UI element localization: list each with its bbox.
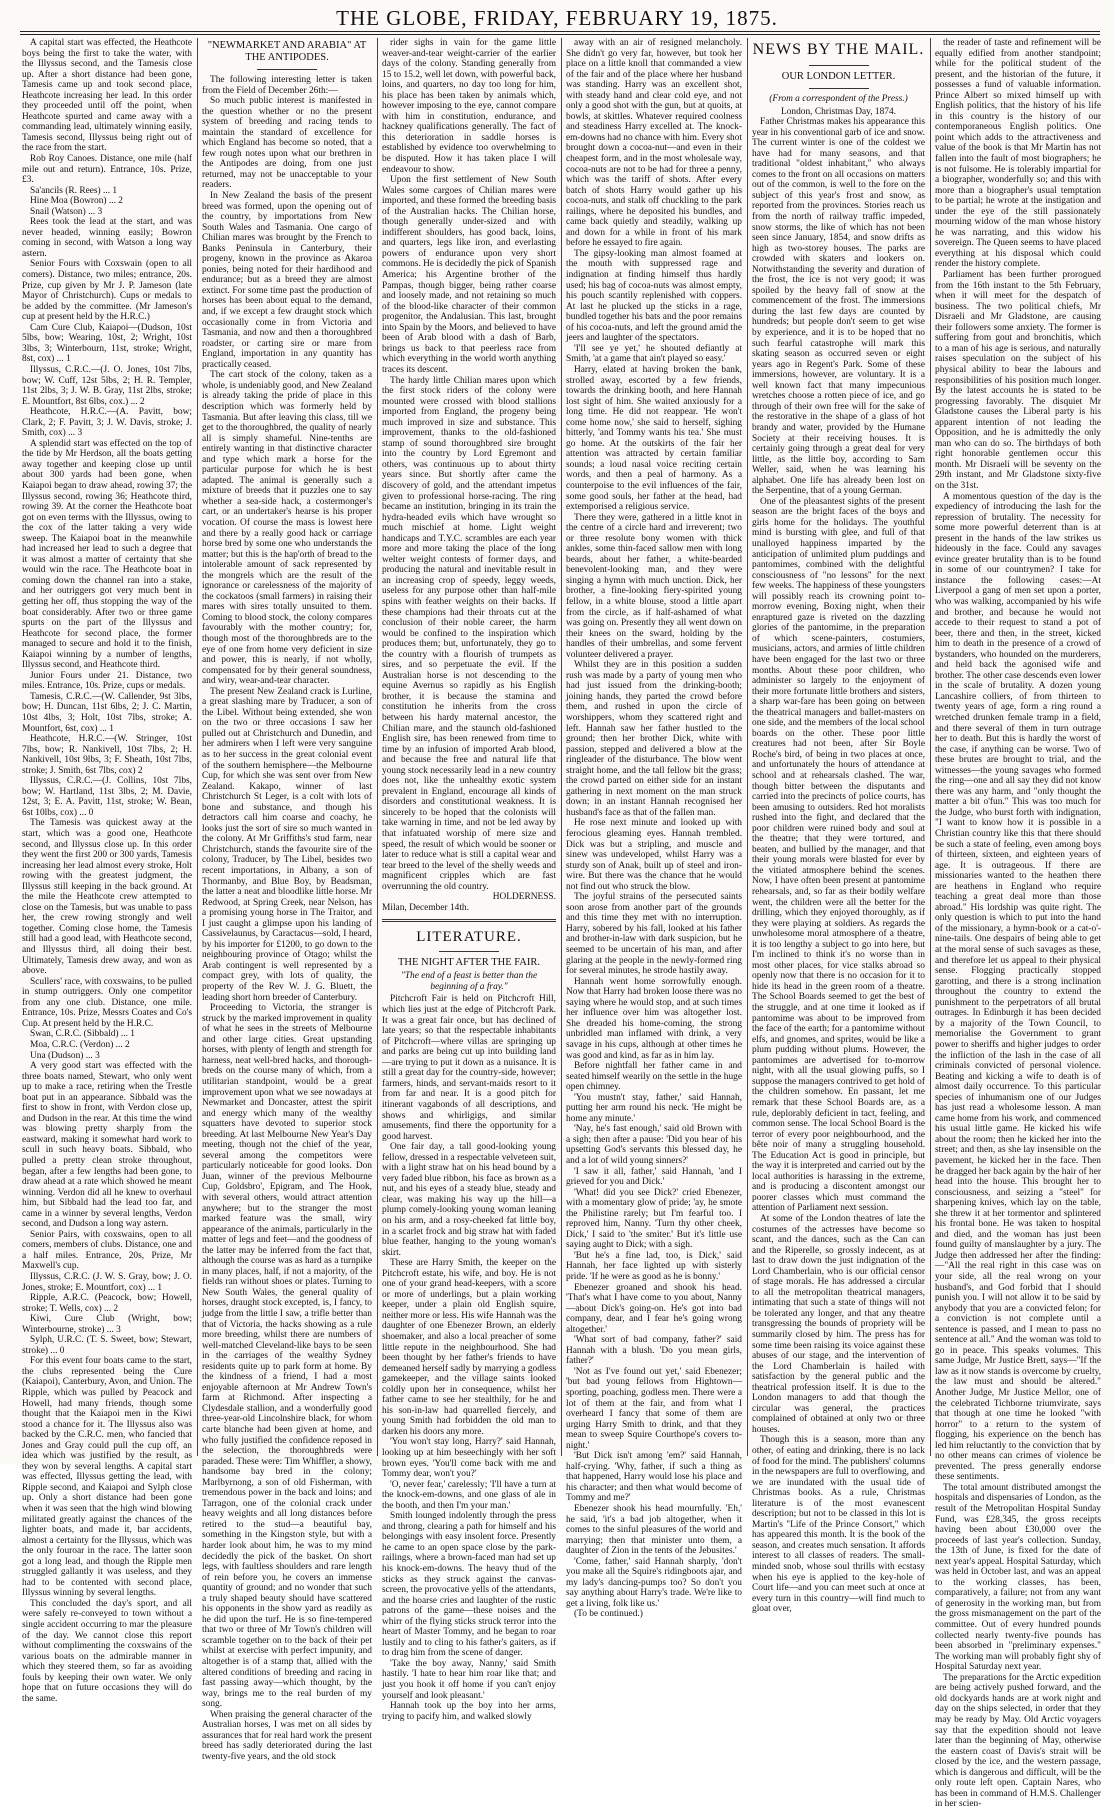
column-3-article-and-literature bbox=[382, 38, 556, 1722]
column-rule bbox=[747, 38, 748, 1456]
paragraph: rider sighs in vain for the game little weaver-and-tear weight-carrier of the earlier days of the colony. Standing generally from 15 to 15.2, well let down, with powerful back, loins, and quarters, no day too long for him, his place has been taken by animals which, however imposing to the eye, cannot compare with him in constitution, endurance, and hackney qualifications generally. The fact of this deterioration in saddle horses is established by evidence too overwhelming to be disputed. How it has taken place I will endeavour to show. bbox=[382, 38, 556, 175]
paragraph: When praising the general character of the Australian horses, I was met on all sides by assurances that for real hard work the present breed has sadly deteriorated during the last twenty-five years, and the old stock bbox=[202, 1709, 372, 1762]
story-title: THE NIGHT AFTER THE FAIR. bbox=[397, 957, 541, 969]
paragraph: Hine Moa (Bowron) ... 2 bbox=[30, 196, 123, 207]
paragraph: Though this is a season, more than any other, of eating and drinking, there is no lack of food for the mind. The publishers' columns in the newspapers are full to overflowing, and we are inundated with the usual tide of Christmas books. As a rule, Christmas literature is of the most evanescent description; but not to be classed in this lot is Martin's "Life of the Prince Consort," which has appeared this month. It is the book of the season, and creates much sensation. It affords interest to all classes of readers. The small-minded snob, whose soul thrills with ecstasy when his eye is applied to the key-hole of Court life—and you can meet such at once at every turn in this country—will find much to gloat over, bbox=[752, 1435, 925, 1615]
paragraph: Una (Dudson) ... 3 bbox=[30, 1050, 100, 1061]
paragraph: Kiwi, Cure Club (Wright, bow; Winterbourne, stroke) ... 3 bbox=[22, 1314, 192, 1335]
news-heading: NEWS BY THE MAIL. bbox=[752, 41, 925, 58]
paragraph: The Tamesis was quickest away at the start, which was a good one, Heathcote second, and Illyssus close up. In this order they went the first 200 or 300 yards, Tamesis increasing her lead almost every stroke, Holt rowing with the greatest judgment, the Illyssus still keeping in the back ground. At the mile the Heathcote crew attempted to close on the Tamesis, but was unable to pass her, the crew rowing strongly and well together. Coming close home, the Tamesis still had a good lead, with Heathcote second, and Illyssus third, all doing their best. Ultimately, Tamesis drew away, and won as above. bbox=[22, 818, 192, 977]
paragraph: 'Nay, he's fast enough,' said old Brown with a sigh; then after a pause: 'Did you hear of his upsetting God's servants this blessed day, he and a lot of wild young sinners?' bbox=[566, 1124, 742, 1166]
heading-rule bbox=[257, 69, 317, 70]
paragraph: Whilst they are in this position a sudden rush was made by a party of young men who had just issued from the drinking-booth; joining hands, they parted the crowd before them, and rushed in upon the circle of worshippers, whom they scattered right and left. Hannah saw her father hustled to the ground; then her brother Dick, white with passion, stepped and delivered a blow at the ringleader of the disturbance. The blow went straight home, and the tall fellow bit the grass; the crowd parted on either side for an instant gathering in next moment on the man struck down; in an instant Hannah recognised her husband's face as that of the fallen man. bbox=[566, 660, 742, 818]
paragraph: 'Not as I've found out yet,' said Ebenezer; 'but bad young fellows from Hightown—sporting, poaching, godless men. There were a lot of them at the fair, and from what I overheard I fancy that some of them are urging Harry Smith to drink, and that they mean to sweep Squire Courthope's covers to-night.' bbox=[566, 1366, 742, 1451]
paragraph: (To be continued.) bbox=[574, 1609, 643, 1620]
story-epigraph: "The end of a feast is better than the beginning of a fray." bbox=[400, 971, 538, 992]
article-dateline: Milan, December 14th. bbox=[382, 902, 469, 913]
paragraph: The preparations for the Arctic expedition are being actively pushed forward, and the old dockyards hands are at work night and day on the ships selected, in order that they may be ready by May. Old Arctic voyagers say that the expedition should not leave later than the beginning of May, otherwise the eastern coast of Davis's strait will be closed by the ice, and the western passage, which is dangerous and difficult, will be the only route left open. Captain Nares, who has been in command of H.M.S. Challenger in her scien- bbox=[935, 1672, 1101, 1810]
paragraph: 'O, never fear,' carelessly; 'I'll have a turn at the knock-em-downs, and one glass of ale in the booth, and then I'm your man.' bbox=[382, 1479, 556, 1511]
paragraph: The present New Zealand crack is Lurline, a great slashing mare by Traducer, a son of the Libel. Without being extended, she won on the two or three occasions I saw her pulled out at Christchurch and Dunedin, and her admirers when I left were very sanguine as to her success in the great colonial event of the southern hemisphere—the Melbourne Cup, for which she was sent over from New Zealand. Kakapo, winner of last Christchurch St Leger, is a colt with lots of bone and substance, and though his detractors call him coarse and coachy, he looks just the sort of sire so much wanted in the colony. At Mr Griffiths's stud farm, near Christchurch, stands the favourite sire of the colony, Traducer, by The Libel, besides two recent importations, in Albany, a son of Thormanby, and Blue Boy, by Beadsman, the latter a neat and bloodlike little horse. Mr Redwood, at Spring Creek, near Nelson, has a promising young horse in The Traitor, and I just caught a glimpse upon his landing of Cassivelaunus, by Caractacus—sold, I heard, by his importer for £1200, to go down to the neighbouring province of Otago; whilst the Arab contingent is well represented by a compact grey, with lots of quality, the property of the Rev W. J. G. Bluett, the leading short horn breeder of Canterbury. bbox=[202, 686, 372, 1003]
paragraph: 'But Dick isn't among 'em?' said Hannah, half-crying. 'Why, father, if such a thing as that happened, Harry would lose his place and his character; and then what would become of Tommy and me?' bbox=[566, 1451, 742, 1504]
article-signature: HOLDERNESS. bbox=[492, 892, 556, 903]
paragraph: 'What sort of bad company, father?' said Hannah with a blush. 'Do you mean girls, father?' bbox=[566, 1335, 742, 1367]
paragraph: Parliament has been further prorogued from the 16th instant to the 5th February, when it will meet for the despatch of business. The two political chiefs, Mr Disraeli and Mr Gladstone, are causing their followers some anxiety. The former is suffering from gout and bronchitis, which to a man of his age is serious, and naturally raises speculation on the subject of his physical ability to bear the labours and responsibilities of his position much longer. By the latest accounts he is stated to be progressing favorably. The disquiet Mr Gladstone causes the Liberal party is his apparent intention of not leading the Opposition, and he is admittedly the only man who can do so. The birthdays of both right honorable gentlemen occur this month. Mr Disraeli will be seventy on the 29th instant, and Mr Gladstone sixty-five on the 31st. bbox=[935, 270, 1101, 491]
paragraph: Illyssus, C.R.C.—(J. O. Jones, 10st 7lbs, bow; W. Cuff, 12st 5lbs, 2; H. R. Templer, 11st 2lbs, 3; J. W. B. Gray, 11st 2lbs, stroke; E. Mountfort, 8st 6lbs, cox.) ... 2 bbox=[22, 364, 192, 407]
paragraph: So much public interest is manifested in the question whether or no the present system of breeding and racing tends to maintain the standard of excellence for which England has become so noted, that a few rough notes upon what our brethren in the Antipodes are doing, from one just returned, may not be unacceptable to your readers. bbox=[202, 96, 372, 191]
column-3-text bbox=[382, 38, 556, 892]
paragraph: One of the pleasantest sights of the present season are the bright faces of the boys and girls home for the holidays. The youthful mind is bursting with glee, and full of that unalloyed happiness imparted by the anticipation of unlimited plum puddings and pantomimes, combined with the delightful consciousness of "no lessons" for the next few weeks. The happiness of these youngsters will possibly reach its crowning point to-morrow evening, Boxing night, when their enraptured gaze is riveted on the dazzling glories of the pantomime, in the preparation of which scene-painters, costumiers, musicians, actors, and armies of little children have been engaged for the last two or three months. About these poor children, who administer so largely to the enjoyment of their more fortunate little brothers and sisters, a sharp war-fare has been going on between the theatrical managers and ballet-masters on one side, and the members of the local school boards on the other. These poor little creatures had not been, after Sir Boyle Roche's bird, of being in two places at once, and unfortunately the hours of attendance at school and at rehearsals clashed. The war, though bitter between the disputants and carried into the precincts of police courts, has been amusing to outsiders. Red hot moralists rushed into the fight, and declared that the poor children were ruined body and soul at the theatre; that they were tortured, and beaten, and bullied by the manager, and that their young morals were blasted for ever by the vitiated atmosphere behind the scenes. Now, I have often been present at pantomime rehearsals, and, so far as their bodily welfare went, the children were all the better for the drilling, which they enjoyed thoroughly, as if they were playing at soldiers. As regards the unwholesome moral atmosphere of a theatre, it is too lengthy a subject to go into here, but I'm inclined to think it's no worse than in most other places, for vice stalks abroad so openly now that there is no occasion for it to hide its head in the green room of a theatre. The School Boards seemed to get the best of the struggle, and at one time it looked as if pantomime was about to be improved from the face of the earth; for a pantomime without elfs, and gnomes, and sprites, would be like a plum pudding without plums. However, the pantomimes are advertised for to-morrow night, with all the usual glowing puffs, so I suppose the managers contrived to get hold of the children somehow. En passant, let me remark that these School Boards are, as a rule, deplorably deficient in tact, feeling, and common sense. The local School Board is the terror of every poor neighbourhood, and the bête noir of many a struggling household. The Education Act is good in principle, but the way it is interpreted and carried out by the local authorities is harassing in the extreme, and is producing a discontent amongst our poorer classes which must command the attention of Parliament next session. bbox=[752, 496, 925, 1214]
paragraph: Ripple, A.R.C. (Peacock, bow; Howell, stroke; T. Wells, cox) ... 2 bbox=[22, 1293, 192, 1314]
column-6-text bbox=[935, 38, 1101, 1810]
paragraph: This concluded the day's sport, and all were safely re-conveyed to town without a single accident occurring to mar the pleasure of the day. We cannot close this report without complimenting the coxswains of the various boats on the admirable manner in which they steered them, so far as avoiding fouls by keeping their own water. We only hope that on future occasions they will do the same. bbox=[22, 1598, 192, 1704]
paragraph: Pitchcroft Fair is held on Pitchcroft Hill, which lies just at the edge of Pitchcroft Park. It was a great fair once, but has declined of late years; so that the respectable inhabitants of Pitchcroft—where villas are springing up and parks are being cut up into building land—are trying to put it down as a nuisance. It is still a great day for the country-side, however; farmers, hinds, and servant-maids resort to it from far and near. It is a good pitch for itinerant vagabonds of all descriptions, and shows and whirligigs, and similar amusements, find there the opportunity for a good harvest. bbox=[382, 994, 556, 1142]
paragraph: The following interesting letter is taken from the Field of December 26th:— bbox=[202, 75, 372, 96]
column-1-regatta-report bbox=[22, 38, 192, 1704]
paragraph: 'I saw it all, father,' said Hannah, 'and I grieved for you and Dick.' bbox=[566, 1166, 742, 1188]
column-4-story-continued bbox=[566, 38, 743, 1620]
paragraph: 'What! did you see Dick?' cried Ebenezer, with a momentary glow of pride; 'ay, he smote the Philistine rarely; but I'm fearful too. I reproved him, Nanny. 'Turn thy other cheek, Dick,' I said to 'the smiter.' But it's little use saying aught to Dick; with a sigh. bbox=[566, 1187, 742, 1251]
paragraph: Upon the first settlement of New South Wales some cargoes of Chilian mares were imported, and these formed the breeding basis of the Australian hacks. The Chilian horse, though generally under-sized and with indifferent shoulders, has good back, loins, and quarters, legs like iron, and everlasting powers of endurance upon very short commons. He is decidedly the pick of Spanish America; his Argentine brother of the Pampas, though bigger, being rather coarse and loosely made, and not retaining so much of the blood-like character of their common progenitor, the Andalusian. This last, brought into Spain by the Moors, and believed to have been of Arab blood with a dash of Barb, brings us back to that peerless race from which everything in the world worth anything traces its descent. bbox=[382, 175, 556, 375]
paragraph: Illyssus, C.R.C.—(J. Collins, 10st 7lbs, bow; W. Hartland, 11st 3lbs, 2; M. Davie, 12st, 3; E. A. Pavitt, 11st, stroke; W. Bean, 6st 10lbs, cox) ... 0 bbox=[22, 776, 192, 818]
paragraph: Before nightfall her father came in and seated himself wearily on the settle in the huge open chimney. bbox=[566, 1061, 742, 1093]
paragraph: 'You mustn't stay, father,' said Hannah, putting her arm round his neck. 'He might be home any minute.' bbox=[566, 1092, 742, 1124]
heading-rule bbox=[809, 65, 869, 66]
story-text bbox=[382, 994, 556, 1722]
column-2-text bbox=[202, 75, 372, 1763]
paragraph: Proceeding to Victoria, the stranger is struck by the marked improvement in quality of what he sees in the streets of Melbourne and other large cities. Great upstanding horses, with plenty of length and strength for harness, neat well-bred hacks, and thorough-breds on the course many of which, from a utilitarian standpoint, would be a great improvement upon what we see nowadays at Newmarket and Doncaster, attest the spirit and energy which many of the wealthy squatters have devoted to superior stock breeding. At last Melbourne New Year's Day meeting, though not the chief of the year, several among the competitors were particularly noticeable for good looks. Don Juan, winner of the previous Melbourne Cup, Goldsbro', Epigram, and The Hook, with several others, would attract attention anywhere; but to the stranger the most marked feature was the small, wiry appearance of the animals, particularly in the matter of legs and feet—and the goodness of the latter may be inferred from the fact that, although the course was as hard as a turnpike in many places, half, if not a majority, of the fields ran without shoes or plates. Turning to New South Wales, the general quality of horses, draught stock excepted, is, I fancy, to judge from the little I saw, a trifle better than that of Victoria, the hacks showing as a rule more breeding, whilst there are numbers of well-matched Cleveland-like bays to be seen in the carriages of the wealthy Sydney residents quite up to park form at home. By the kindness of a friend, I had a most enjoyable afternoon at Mr Andrew Town's farm at Richmond. After inspecting a Clydesdale stallion, and a wonderfully good three-year-old Lincolnshire black, for whom carte blanche had been given at home, and who fully justified the confidence reposed in the selection, the thoroughbreds were paraded. These were: Tim Whiffler, a showy, handsome bay bred in the colony; Marlbyrnong, a son of old Fisherman, with tremendous power in the back and loins; and Tarragon, one of the colonial crack under heavy weights and all long distances before retired to the stud—a beautiful bay, something in the Kingston style, but with a harder look about him, he was to my mind decidedly the pick of the basket. On short legs, with faultless shoulders and rare length of rein before you, he covers an immense quantity of ground; and no wonder that such a truly shaped beauty should have scattered his opponents in the show yard as readily as he did upon the turf. He is so fine-tempered that two or three of Mr Town's children will scramble together on to the back of their pet whilst at exercise with perfect impunity, and altogether is of a stamp that, allied with the altered conditions of breeding and racing in fast passing away—which thought, by the way, brings me to the real burden of my song. bbox=[202, 1003, 372, 1710]
paragraph: Sylph, U.R.C. (T. S. Sweet, bow; Stewart, stroke) ... 0 bbox=[22, 1335, 192, 1356]
section-rule bbox=[382, 919, 556, 922]
letter-heading: OUR LONDON LETTER. bbox=[781, 71, 896, 82]
heading-rule bbox=[439, 951, 499, 952]
paragraph: The joyful strains of the persecuted saints soon arose from another part of the grounds and this time they met with no interruption. Harry, sobered by his fall, looked at his father and brother-in-law with dark suspicion, but he seemed to be uncertain of his man, and after glaring at the people in the newly-formed ring for several minutes, he strode hastily away. bbox=[566, 892, 742, 977]
paragraph: Rob Roy Canoes. Distance, one mile (half mile out and return). Entrance, 10s. Prize, £3. bbox=[22, 154, 192, 186]
paragraph: These are Harry Smith, the keeper on the Pitchcroft estate, his wife, and boy. He is not one of your grand head-keepers, with a score or more of underlings, but a plain working keeper, under a plain old English squire, neither more or less. His wife Hannah was the daughter of one Ebenezer Brown, an elderly shoemaker, and also a local preacher of some little repute in the neighbourhood. She had been thought by her father's friends to have demeaned herself sadly by marrying a godless gamekeeper, and the village saints looked coldly upon her in consequence, whilst her father came to see her stealthily, for he and his son-in-law had quarrelled fiercely, and young Smith had forbidden the old man to darken his doors any more. bbox=[382, 1258, 556, 1437]
column-1-text bbox=[22, 38, 192, 1704]
heading-rule bbox=[809, 88, 869, 89]
paragraph: the reader of taste and refinement will be equally edified from another standpoint; while for the political student of the present, and the historian of the future, it possesses a fund of valuable information. Prince Albert so mixed himself up with English politics, that the history of his life in this country is the history of our contemporaneous English politics. One point which adds to the attractiveness and value of the book is that Mr Martin has not fallen into the fault of most biographers; he is not fulsome. He is tolerably impartial for a biographer, wonderfully so; and this with more than a biographer's usual temptation to be partial; he wrote at the instigation and under the eye of the still passionately mourning widow of the man whose history he was narrating, and this widow his sovereign. The Queen seems to have placed everything at his disposal which could render the history complete. bbox=[935, 38, 1101, 270]
paragraph: Heathcote, H.R.C.—(W. Stringer, 10st 7lbs, bow; R. Nankivell, 10st 7lbs, 2; H. Nankivell, 10st 9lbs, 3; F. Sheath, 10st 7lbs, stroke; J. Smith, 6st 7lbs, cox) 2 bbox=[22, 734, 192, 776]
paragraph: Father Christmas makes his appearance this year in his conventional garb of ice and snow. The current winter is one of the coldest we have had for many seasons, and that traditional "oldest inhabitant," who always comes to the front on all occasions on matters out of the common, is well to the fore on the subject of this year's frost and snow, as reported from the provinces. Stories reach us from the north of railway traffic impeded, snow storms, the like of which has not been seen since January, 1854, and snow drifts as high as two-storey houses. The parks are crowded with skaters and lookers on. Notwithstanding the severity and duration of the frost, the ice is not very good; it was spoiled by the heavy fall of snow at the commencement of the frost. The immersions during the last few days are counted by hundreds; but people don't seem to get wise by experience, and it is to be hoped that no such fearful catastrophe will mark this skating season as occurred seven or eight years ago in Regent's Park. Some of these immersions, however, are voluntary. It is a well known fact that many impecunious wretches choose a rotten piece of ice, and go through of their own free will for the sake of the restorative in the shape of a glass of hot brandy and water, provided by the Humane Society at their receiving houses. It is certainly going through a great deal for very little, as the little boy, according to Sam Weller, said, when he was learning his alphabet. One life has already been lost on the Serpentine, that of a young German. bbox=[752, 117, 925, 497]
paragraph: Scullers' race, with coxswains, to be pulled in stump outriggers. Only one competitor from any one club. Distance, one mile. Entrance, 10s. Prize, Messrs Coates and Co's Cup. At present held by the H.R.C. bbox=[22, 976, 192, 1029]
paragraph: There they were, gathered in a little knot in the centre of a circle hard and irreverent; two or three resolute bony women with thick ankles, some thin-faced sallow men with long beards, about her father, a white-bearded benevolent-looking man, and they were singing a hymn with much unction. Dick, her brother, a fine-looking fiery-spirited young fellow, in a white blouse, stood a little apart from the circle, as if half-ashamed of what was going on. Presently they all went down on their knees on the sward, holding by the handles of their umbrellas, and some fervent volunteer delivered a prayer. bbox=[566, 512, 742, 660]
paragraph: In New Zealand the basis of the present breed was formed, upon the opening out of the country, by importations from New South Wales and Tasmania. One cargo of Chilian mares was brought by the French to Banks Peninsula in Canterbury, their progeny, known in the province as Akaroa ponies, being noted for their hardihood and endurance; but as a breed they are almost extinct. For some time past the production of horses has been about equal to the demand, and, if we except a few draught stock which occasionally come in from Victoria and Tasmania, and now and then a thoroughbred roadster, or carting sire or mare from England, importation in any quantity has practically ceased. bbox=[202, 191, 372, 370]
column-4-text bbox=[566, 38, 742, 1620]
paragraph: 'Come, father,' said Hannah sharply, 'don't you make all the Squire's ridingboots ajar, and my lady's dancing-pumps too? So don't you say anything about Harry's trade. We're like to get a living, folk like us.' bbox=[566, 1556, 742, 1609]
column-5-news-by-mail bbox=[752, 38, 925, 1615]
paragraph: Illyssus, C.R.C. (J. W. S. Gray, bow; J. O. Jones, stroke; E. Mountfort, cox) ... 1 bbox=[22, 1271, 192, 1293]
paragraph: A very good start was effected with the three boats named, Stewart, who only went up to make a race, retiring when the Trestle boat put in an appearance. Sibbald was the first to show in front, with Verdon close up, and Dudson in the rear. At this time the wind was blowing pretty sharply from the eastward, making it somewhat hard work to scull in such heavy boats. Sibbald, who pulled a pretty clean stroke throughout, began, after a few lengths had been gone, to draw ahead at a rate which showed he meant winning. Verdon did all he knew to overhaul him, but Sibbald had the lead too far, and came in a winner by several lengths, Verdon second, and Dudson a long way astern. bbox=[22, 1061, 192, 1230]
paragraph: Smith lounged indolently through the press and throng, clearing a path for himself and his belongings with easy insolent force. Presently he came to an open space close by the park-railings, where a brown-faced man had set up his knock-em-downs. The heavy thud of the sticks as they struck against the canvas-screen, the provocative yells of the attendants, and the hoarse cries and laughter of the rustic patrons of the game—these noises and the whirr of the flying sticks struck terror into the heart of Master Tommy, and he began to roar lustily and to cling to his father's gaiters, as if to drag him from the scene of danger. bbox=[382, 1511, 556, 1659]
article-heading: "NEWMARKET AND ARABIA" AT THE ANTIPODES. bbox=[207, 40, 367, 63]
paragraph: At some of the London theatres of late the costumes of the actresses have become so scant, and the dances, such as the Can can and the Riperelle, so grossly indecent, as at last to draw down the just indignation of the Lord Chamberlain, who is our official censor of stage morals. He has addressed a circular to all the metropolitan theatrical managers, intimating that such a state of things will not be tolerated any longer, and that any theatre transgressing the bounds of propriety will be summarily closed by him. The press has for some time been raising its voice against these abuses of our stage, and the intervention of the Lord Chamberlain is hailed with satisfaction by the general public and the theatrical profession itself. It is due to the London managers to add that though the circular was general, the practices complained of obtained at only two or three houses. bbox=[752, 1213, 925, 1435]
paragraph: A capital start was effected, the Heathcote boys being the first to take the water, with the Illyssus second, and the Tamesis close up. After a short distance had been gone, Tamesis came up and took second place, Heathcote increasing her lead. In this order they proceeded until off the point, when Heathcote spurted and came away with a commanding lead, ultimately winning easily, Tamesis second, Illyssus being right out of the race from the start. bbox=[22, 38, 192, 154]
paragraph: Tamesis, C.R.C.—(W. Callender, 9st 3lbs, bow; H. Duncan, 11st 6lbs, 2; J. C. Martin, 10st 4lbs, 3; Holt, 10st 7lbs, stroke; A. Mountfort, 6st, cox) ... 1 bbox=[22, 691, 192, 734]
column-2-newmarket-article bbox=[202, 38, 372, 1762]
paragraph: Cam Cure Club, Kaiapoi—(Dudson, 10st 5lbs, bow; Wearing, 10st, 2; Wright, 10st 3lbs, 3; Winterbourn, 11st, stroke; Wright, 8st, cox) ... 1 bbox=[22, 322, 192, 365]
paragraph: Moa, C.R.C. (Verdon) ... 2 bbox=[30, 1039, 130, 1050]
paragraph: 'I'll see ye yet,' he shouted defiantly at Smith, 'at a game that ain't played so easy.' bbox=[566, 343, 742, 365]
paragraph: Senior Fours with Coxswain (open to all comers). Distance, two miles; entrance, 20s. Prize, cup given by Mr J. P. Jameson (late Mayor of Christchurch). Cups or medals to be added by the committee. (Mr Jameson's cup at present held by the H.R.C.) bbox=[22, 259, 192, 323]
paragraph: A splendid start was effected on the top of the tide by Mr Herdson, all the boats getting away together and keeping close up until about 300 yards had been gone, when Kaiapoi began to draw ahead, rowing 37; the Illyssus second, rowing 36; Heathcote third, rowing 39. At the corner the Heathcote boat got on even terms with the Illyssus, owing to the cox of the latter taking a very wide sweep. The Kaiapoi boat in the meanwhile had increased her lead to such a degree that it was almost a matter of certainty that she would win the race. The Heathcote boat in coming down the channel ran into a stake, and her outriggers got very much bent in getting her off, thus stopping the way of the boat considerably. After two or three game spurts on the part of the Illyssus and Heathcote for second place, the former managed to secure and hold it to the finish, Kaiapoi winning by a number of lengths, Illyssus second, and Heathcote third. bbox=[22, 438, 192, 671]
column-rule bbox=[377, 38, 378, 1456]
literature-heading: LITERATURE. bbox=[416, 929, 522, 946]
paragraph: Ebenezer groaned and shook his head. 'That's what I have come to you about, Nanny—about Dick's going-on. He's got into bad company, dear, and I fear he's going wrong altogether.' bbox=[566, 1282, 742, 1335]
paragraph: The gipsy-looking man almost foamed at the mouth with suppressed rage and indignation at finding himself thus hardly used; his bag of cocoa-nuts was almost empty, his pouch scantily replenished with coppers. At last he plucked up the sticks in a rage, bundled together his bats and the poor remains of his cocoa-nuts, and left the ground amid the jeers and laughter of the spectators. bbox=[566, 248, 742, 344]
paragraph: The total amount distributed amongst the hospitals and dispensaries of London, as the result of the Metropolitan Hospital Sunday Fund, was £28,345, the gross receipts having been about £30,000 over the proceeds of last year's collection. Sunday, the 13th of June, is fixed for the date of next year's appeal. Hospital Saturday, which was held in October last, and was an appeal to the working classes, has been, comparatively, a failure; not from any want of generosity in the working man, but from the gross mismanagement on the part of the committee. Out of every hundred pounds collected nearly twenty-five pounds has been absorbed in "preliminary expenses." The working man will probably fight shy of Hospital Saturday next year. bbox=[935, 1482, 1101, 1673]
letter-dateline: London, Christmas Day, 1874. bbox=[780, 106, 896, 117]
paragraph: 'Take the boy away, Nanny,' said Smith hastily. 'I hate to hear him roar like that; and just you hook it off home if you can't enjoy yourself and look pleasant.' bbox=[382, 1658, 556, 1701]
paragraph: He rose next minute and looked up with ferocious gleaming eyes. Hannah trembled. Dick was but a stripling, and muscle and sinew was undeveloped, whilst Harry was a sturdy son of Anak, built up of steel and iron-wire. But there was the chance that he would not find out who struck the blow. bbox=[566, 818, 742, 892]
paragraph: Harry, elated at having broken the bank, strolled away, escorted by a few friends, towards the drinking booth, and here Hannah lost sight of him. She waited anxiously for a long time. He did not reappear. 'He won't come home now,' she said to herself, sighing bitterly, 'and Tommy wants his tea.' She must go home. At the outskirts of the fair her attention was attracted by certain familiar sounds; a loud nasal voice reciting certain words, and then a peal of harmony. As a counterpoise to the evil influences of the fair, some good souls, her father at the head, had extemporised a religious service. bbox=[566, 364, 742, 513]
column-5-text bbox=[752, 117, 925, 1615]
column-rule bbox=[197, 38, 198, 1456]
paragraph: Junior Fours under 21. Distance, two miles. Entrance, 10s. Prize, cups or medals. bbox=[22, 670, 192, 692]
masthead: THE GLOBE, FRIDAY, FEBRUARY 19, 1875. bbox=[336, 6, 778, 30]
paragraph: Swan, C.R.C. (Sibbald) ... 1 bbox=[30, 1029, 135, 1040]
paragraph: Sa'ancils (R. Rees) ... 1 bbox=[30, 185, 118, 196]
paragraph: Rees took the lead at the start, and was never headed, winning easily; Bowron coming in second, with Watson a long way astern. bbox=[22, 217, 192, 259]
column-rule bbox=[561, 38, 562, 1456]
paragraph: Hannah took up the boy into her arms, trying to pacify him, and walked slowly bbox=[382, 1701, 556, 1722]
letter-byline: (From a correspondent of the Press.) bbox=[769, 94, 908, 104]
paragraph: Snail (Watson) ... 3 bbox=[30, 206, 103, 217]
column-rule bbox=[930, 38, 931, 1456]
paragraph: One fair day, a tall good-looking young fellow, dressed in a respectable velveteen suit, with a light straw hat on his head bound by a very faded blue ribbon, his face as brown as a nut, and his eyes of a steady blue, steady and clear, was making his way up the hill—a plump comely-looking young woman leaning on his arm, and a rosy-cheeked fat little boy, in a scarlet frock and big straw hat with faded blue feather, hanging to the young woman's skirt. bbox=[382, 1142, 556, 1258]
paragraph: A momentous question of the day is the expediency of introducing the lash for the repression of brutality. The necessity for some more powerful deterrent than is at present in the hands of the law strikes us hideously in the face. Could any savages evince greater brutality than is to be found in some of our countrymen? I take for instance the following cases:—At Liverpool a gang of men set upon a porter, who was walking, accompanied by his wife and brother, and because he would not accede to their request to stand a pot of beer, there and then, in the street, kicked him to death in the presence of a crowd of bystanders, who hounded on the murderers, and held back the agonised wife and brother. The other case descends even lower in the scale of brutality. A dozen young Lancashire colliers, of from thirteen to twenty years of age, form a ring round a wretched drunken female tramp in a field, and there several of them in turn outrage her to death. But this is hardly the worst of the case, if anything can be worse. Two of these brutes are brought to trial, and the witnesses—the young savages who formed the ring—one and all say they did not know there was any harm, and "only thought the matter a bit o'fun." This was too much for the Judge, who burst forth with indignation, "I want to know how it is possible in a Christian country like this that there should be such a state of feeling, even among boys of thirteen, sixteen, and eighteen years of age. It is outrageous. If there are missionaries wanted to the heathen there are heathens in England who require teaching a great deal more than those abroad." His lordship was quite right. The only question is which to put into the hand of the missionary, a hymn-book or a cat-o'-nine-tails. One despairs of being able to get at the moral sense of such savages as these, and therefore let us appeal to their physical sense. Flogging practically stopped garotting, and there is a strong inclination throughout the country to extend the punishment to the perpetrators of all brutal outrages. In Edinburgh it has been decided by a majority of the Town Council, to memorialise the Government to grant power to sheriffs and higher judges to order the infliction of the lash in the case of all criminals convicted of personal violence. Beating and kicking a wife to death is of almost daily occurrence. To this particular species of inhumanism one of our Judges has just read a wholesome lesson. A man came home from his work, and commenced his usual little game. He kicked his wife about the room; then he kicked her into the street; and then, as she lay insensible on the pavement, he kicked her in the face. Then he dragged her back again by the hair of her head into the house. This brought her to consciousness, and seizing a "steel" for sharpening knives, which lay on the table, she threw it at her tormentor and splintered his frontal bone. He was taken to hospital and died, and the woman has just been found guilty of manslaughter by a jury. The Judge then addressed her after the finding:—"All the real right in this case was on your side, all the real wrong on your husband's, and God forbid that I should punish you. I will not allow it to be said by anybody that you are a convicted felon; for a conviction is not complete until a sentence is passed, and I mean to pass no sentence at all." And the woman was told to go in peace. This speaks volumes. This same Judge, Mr Justice Brett, says—"If the law as it now stands is overcome by cruelty, the law must and should be altered." Another Judge, Mr Justice Mellor, one of the celebrated Tichborne triumvirate, says that though at one time he looked "with horror" to a return to the system of flogging, his experience on the bench has led him reluctantly to the conviction that by no other means can crimes of violence be prevented. The press generally endorse these sentiments. bbox=[935, 491, 1101, 1483]
paragraph: Senior Pairs, with coxswains, open to all comers, members of clubs. Distance, one and a half miles. Entrance, 20s, Prize, Mr Maxwell's cup. bbox=[22, 1229, 192, 1272]
paragraph: Ebenezer shook his head mournfully. 'Eh,' he said, 'it's a bad job altogether, when it comes to the sinful pleasures of the world and marrying; then that minister unto them, a daughter of Zion in the tents of the Jebusites.' bbox=[566, 1504, 742, 1557]
paragraph: For this event four boats came to the start, the clubs represented being the Cure (Kaiapoi), Canterbury, Avon, and Union. The Ripple, which was pulled by Peacock and Howell, had many friends, though some thought that the Kaiapoi men in the Kiwi stood a chance for it. The Illyssus also was backed by the C.R.C. men, who fancied that Jones and Gray could pull the cup off, an idea which was justified by the result, as they won by several lengths. A capital start was effected, Illyssus getting the lead, with Ripple second, and Kaiapoi and Sylph close up. Only a short distance had been gone when it was seen that the high wind blowing militated greatly against the chances of the lighter boats, and made it, bar accidents, almost a certainty for the Illyssus, which was the only fouroar in the race. The latter soon got a long lead, and though the Ripple men struggled gallantly it was useless, and they had to be contented with second place, Illyssus winning by several lengths. bbox=[22, 1356, 192, 1599]
masthead-rule-bottom bbox=[20, 34, 1100, 35]
paragraph: Hannah went home sorrowfully enough. Now that Harry had broken loose there was no saying where he would stop, and at such times her influence over him was altogether lost. She dreaded his home-coming, the strong unbridled man inflamed with drink, a very savage in his cups, although at other times he was good and kind, as far as in him lay. bbox=[566, 976, 742, 1061]
column-6-letter-continued bbox=[935, 38, 1101, 1810]
paragraph: 'But he's a fine lad, too, is Dick,' said Hannah, her face lighted up with sisterly pride. 'If he were as good as he is bonny.' bbox=[566, 1250, 742, 1282]
paragraph: The hardy little Chilian mares upon which the first stock riders of the colony were mounted were crossed with blood stallions imported from England, the progeny being much improved in size and substance. This improvement, thanks to the old-fashioned stamp of sound thoroughbred sire brought into the country by Lord Egremont and others, was continuous up to about thirty years since. But shortly after came the discovery of gold, and the attendant impetus given to professional horse-racing. The ring became an institution, bringing in its train the hydra-headed evils which have wrought so much mischief at home. Light weight handicaps and T.Y.C. scrambles are each year more and more taking the place of the long welter weight contests of former days, and producing the natural and inevitable result in an increasing crop of speedy, leggy weeds, useless for any purpose other than half-mile spins with feather weights on their backs. If these champions had their throats cut at the conclusion of their noble career, the harm would be confined to the inspiration which produces them; but, unfortunately, they go to the country with a flourish of trumpets as sires, and so perpetuate the evil. If the Australian horse is not descending to the equine Avernus so rapidly as his English brother, it is because the stamina and constitution he inherits from the cross between his hardy maternal ancestor, the Chilian mare, and the staunch old-fashioned English sire, has been renewed from time to time by an infusion of imported Arab blood, and because the free and natural life that young stock necessarily lead in a new country does not, like the unhealthy exotic system prevalent in England, encourage all kinds of disorders and constitutional weakness. It is sincerely to be hoped that the colonists will take warning in time, and not be led away by that infatuated worship of mere size and speed, the result of which would be sooner or later to reduce what is still a capital wear and tear breed to the level of the shelly weeds and magnificent cripples which are fast overrunning the old country. bbox=[382, 375, 556, 892]
paragraph: 'You won't stay long, Harry?' said Hannah, looking up at him beseechingly with her soft brown eyes. 'You'll come back with me and Tommy dear, won't you?' bbox=[382, 1437, 556, 1480]
paragraph: Heathcote, H.R.C.—(A. Pavitt, bow; Clark, 2; F. Pavitt, 3; J. W. Davis, stroke; J. Smith, cox) ... 3 bbox=[22, 407, 192, 439]
paragraph: The cart stock of the colony, taken as a whole, is undeniably good, and New Zealand is already taking the pride of place in this description which was formerly held by Tasmania. But after leaving this class, till we get to the thoroughbred, the quality of nearly all is simply shameful. Nine-tenths are entirely wanting in that distinctive character and type which mark a horse for the particular purpose for which he is best adapted. The animal is generally such a mixture of breeds that it puzzles one to say whether a sea-side hack, a costermonger's cart, or an undertaker's hearse is his proper vocation. Of course the mass is lowest here and there by a really good hack or carriage horse bred by some one who understands the matter; but this is the hap'orth of bread to the intolerable amount of sack represented by the mongrels which are the result of the ignorance or carelessness of the majority of the cockatoos (small farmers) in raising their mares with sires totally unsuited to them. Coming to blood stock, the colony compares favourably with the mother country; for, though most of the thoroughbreds are to the eye of one from home very deficient in size and power, this is nearly, if not wholly, compensated for by their general soundness, and wiry, wear-and-tear character. bbox=[202, 370, 372, 687]
paragraph: away with an air of resigned melancholy. She didn't go very far, however, but took her place on a little knoll that commanded a view of the fair and of the place where her husband was standing. Harry was an excellent shot, with steady hand and clear cold eye, and not only a good shot with the gun, but at quoits, at bowls, at skittles. Whatever required coolness and steadiness Harry excelled at. The knock-em-downs had no chance with him. Every shot brought down a cocoa-nut—and even in their cheapest form, and in the most wholesale way, cocoa-nuts are not to be had for three a penny, which was the tariff of shots. After every batch of shots Harry would gather up his cocoa-nuts, and stalk off chuckling to the park railings, where he deposited his bundles, and came back quietly and steadily, walking up and down for a while in front of his mark before he essayed to fire again. bbox=[566, 38, 743, 249]
masthead-rule-top bbox=[20, 31, 1100, 32]
